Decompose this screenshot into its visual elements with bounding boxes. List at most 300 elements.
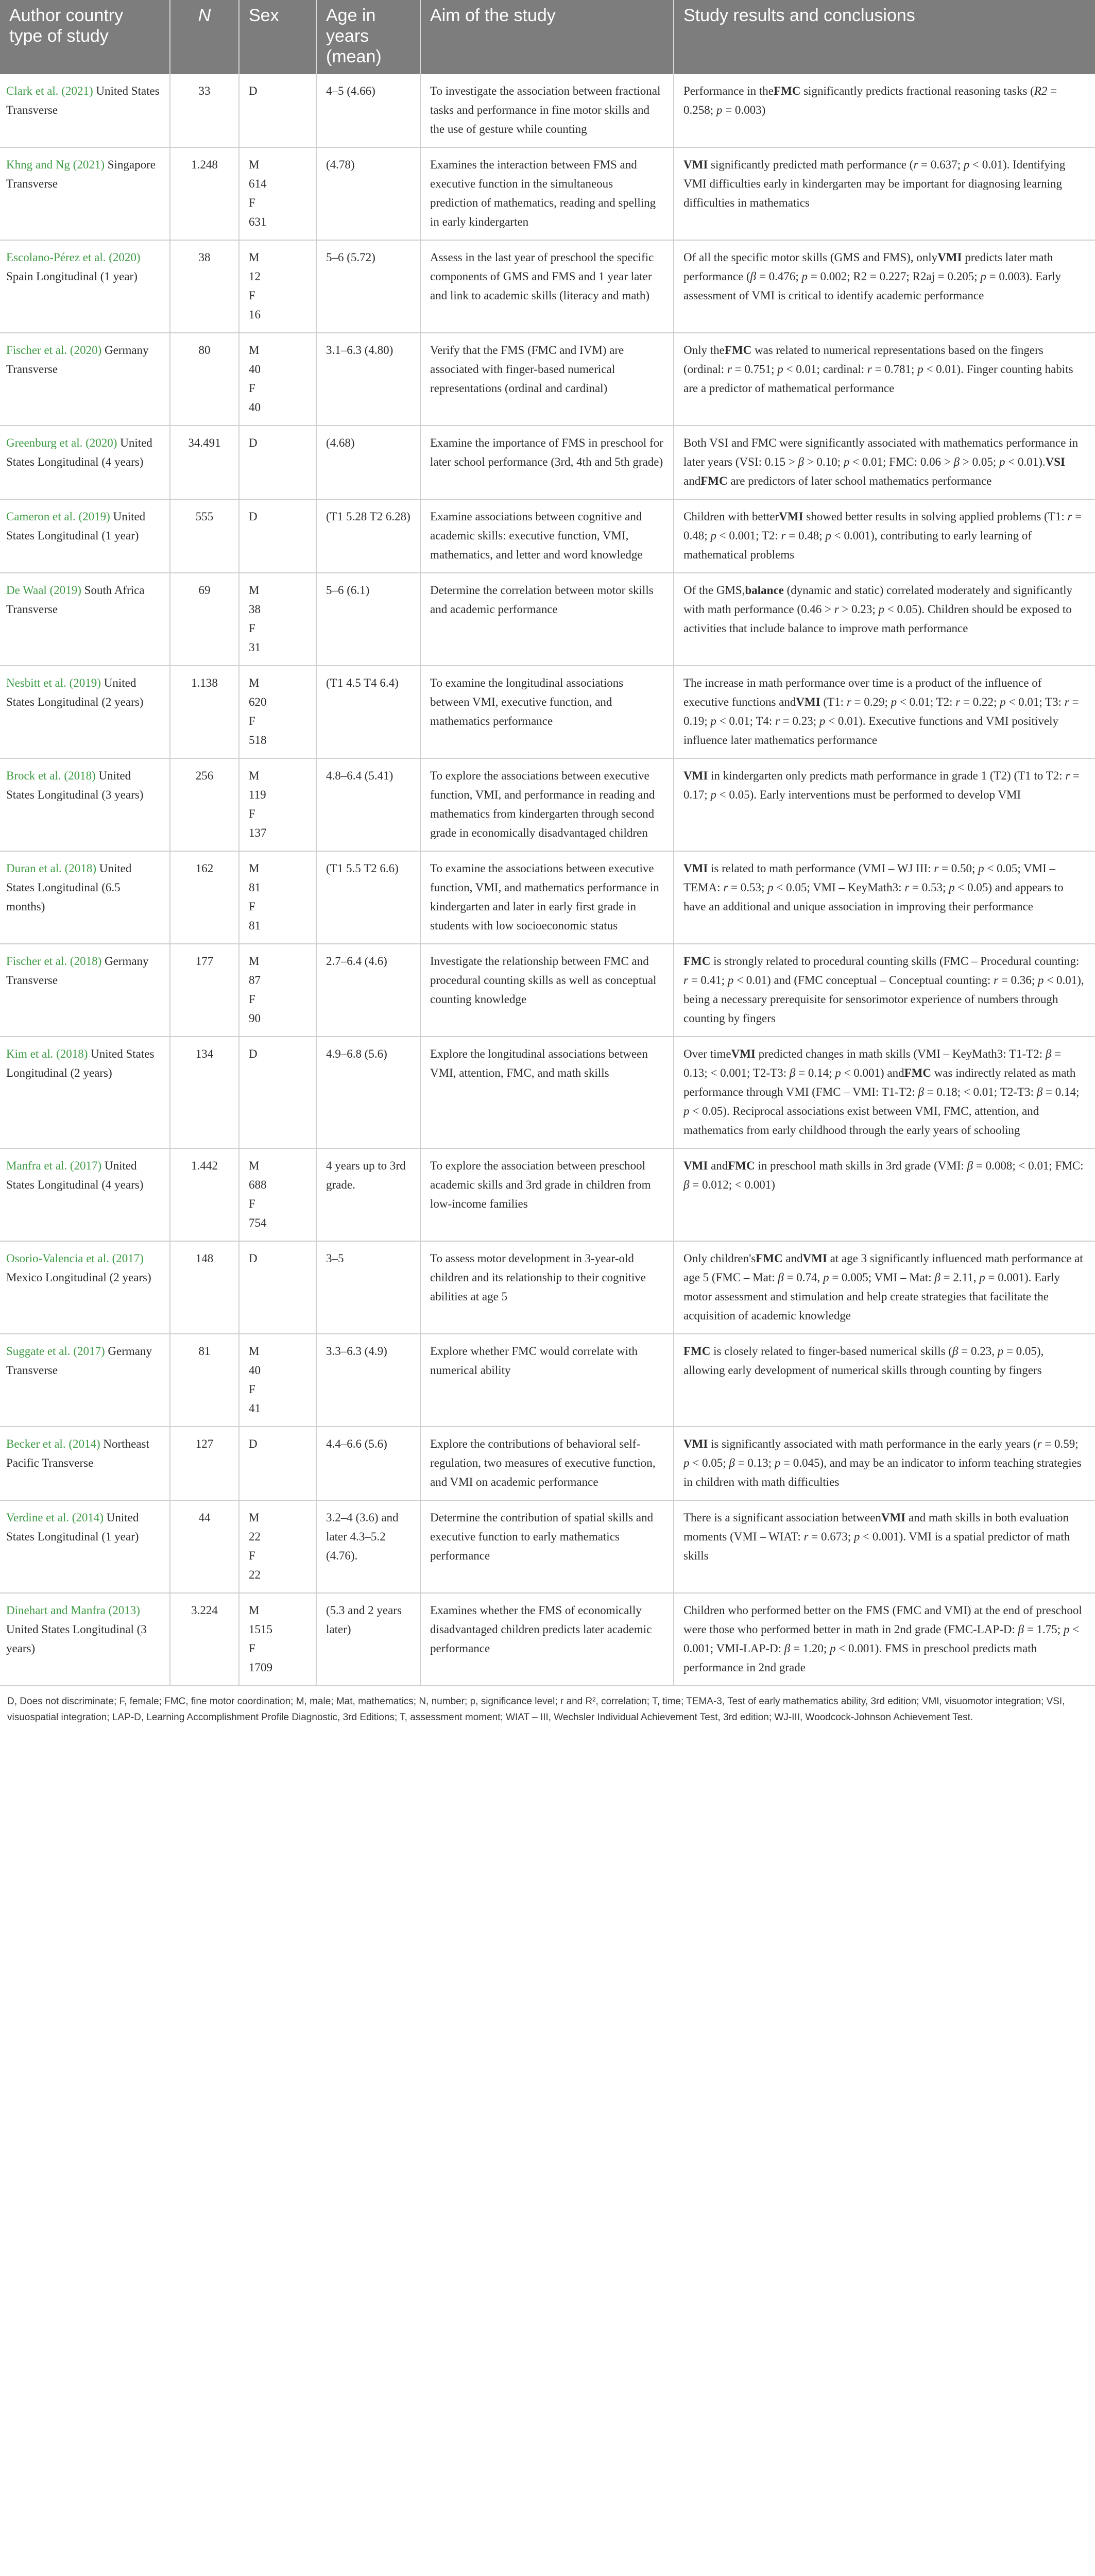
aim-cell: Examines the interaction between FMS and executive function in the simultaneous prediction of mathematics, reading and spelling in early kindergarten (420, 147, 674, 240)
n-cell: 44 (170, 1500, 239, 1593)
study-cell (0, 944, 170, 1037)
n-cell: 3.224 (170, 1593, 239, 1686)
sex-value: 620 (249, 696, 267, 708)
age-cell: (T1 5.28 T2 6.28) (316, 499, 420, 573)
result-text: is strongly related to procedural counting skills (FMC – Procedural counting: (710, 955, 1080, 968)
results-cell (674, 1500, 1095, 1593)
result-text: = 0.53; (728, 881, 768, 894)
result-text: at age 3 significantly influenced math performance at age 5 (FMC – Mat: (683, 1252, 1083, 1284)
sex-value: D (249, 1252, 258, 1265)
study-detail: Singapore Transverse (6, 158, 156, 190)
n-cell: 127 (170, 1427, 239, 1500)
result-emphasis: balance (745, 584, 784, 597)
study-cell (0, 426, 170, 499)
result-text: < 0.001) and (841, 1066, 904, 1079)
sex-cell (239, 573, 316, 666)
study-detail: United States Longitudinal (4 years) (6, 1159, 144, 1191)
table-row (0, 1427, 1095, 1500)
age-cell: (T1 5.5 T2 6.6) (316, 851, 420, 944)
result-emphasis: VMI (881, 1511, 906, 1524)
aim-cell: Explore the longitudinal associations between VMI, attention, FMC, and math skills (420, 1037, 674, 1148)
result-symbol: β (1045, 1047, 1052, 1060)
result-text: < 0.05; (689, 1456, 729, 1469)
table-row (0, 666, 1095, 758)
result-symbol: p (830, 1642, 836, 1655)
result-text: is closely related to finger-based numerical skills ( (710, 1345, 952, 1358)
result-text: = 0.003). Early assessment of VMI is critical to identify academic performance (683, 270, 1062, 302)
aim-cell: To examine the associations between executive function, VMI, and mathematics performance in kindergarten and later in early first grade in students with low socioeconomic status (420, 851, 674, 944)
author-link[interactable]: Fischer et al. (2018) (6, 955, 102, 968)
study-detail: United States Longitudinal (3 years) (6, 1623, 147, 1655)
age-cell: (4.78) (316, 147, 420, 240)
study-detail: South Africa Transverse (6, 584, 145, 616)
table-row (0, 1241, 1095, 1334)
results-cell (674, 666, 1095, 758)
study-detail: United States Longitudinal (1 year) (6, 510, 146, 542)
result-text: > 0.10; (803, 455, 844, 468)
study-detail: United States Transverse (6, 84, 160, 116)
aim-cell: Determine the contribution of spatial skills and executive function to early mathematics performance (420, 1500, 674, 1593)
result-text: was indirectly related as math performance through VMI (FMC – VMI: T1-T2: (683, 1066, 1076, 1098)
table-row (0, 147, 1095, 240)
n-cell: 1.138 (170, 666, 239, 758)
result-text: = 0.48; (785, 529, 826, 542)
age-cell: 4.9–6.8 (5.6) (316, 1037, 420, 1148)
result-symbol: R2 (1034, 84, 1048, 97)
study-detail: United States Longitudinal (2 years) (6, 676, 144, 708)
header-study: Author country type of study (0, 0, 170, 74)
table-row (0, 1593, 1095, 1686)
result-text: = 0.005; VMI – Mat: (829, 1271, 935, 1284)
result-symbol: p (917, 363, 923, 376)
table-row (0, 1037, 1095, 1148)
result-text: < 0.001; VMI-LAP-D: (683, 1623, 1080, 1655)
result-text: = 0.045), and may be an indicator to inform teaching strategies in children with math difficulties (683, 1456, 1082, 1488)
sex-value: 16 (249, 308, 261, 321)
results-cell (674, 851, 1095, 944)
sex-value: 754 (249, 1216, 267, 1229)
age-cell: 4.4–6.6 (5.6) (316, 1427, 420, 1500)
result-emphasis: FMC (724, 344, 752, 357)
aim-cell: Explore whether FMC would correlate with numerical ability (420, 1334, 674, 1427)
result-text: = 0.751; (731, 363, 778, 376)
result-text: = 0.008; < 0.01; FMC: (973, 1159, 1084, 1172)
author-link[interactable]: Clark et al. (2021) (6, 84, 93, 97)
results-cell (674, 944, 1095, 1037)
n-cell: 69 (170, 573, 239, 666)
result-text: = 0.48; (683, 510, 1082, 542)
header-sex: Sex (239, 0, 316, 74)
study-cell (0, 1427, 170, 1500)
header-aim: Aim of the study (420, 0, 674, 74)
sex-value: F (249, 715, 255, 727)
sex-value: 22 (249, 1568, 261, 1581)
result-text: = 0.14; (795, 1066, 835, 1079)
result-text: < 0.01; cardinal: (783, 363, 867, 376)
header-n: N (170, 0, 239, 74)
result-text: and (708, 1159, 728, 1172)
result-symbol: p (999, 455, 1005, 468)
sex-value: M (249, 158, 260, 171)
result-text: < 0.05) and appears to have an additional and unique association in improving their performance (683, 881, 1064, 913)
age-cell: 2.7–6.4 (4.6) (316, 944, 420, 1037)
table-body (0, 74, 1095, 1686)
result-text: Children who performed better on the FMS (FMC and VMI) at the end of preschool were those who performed better in math in 2nd grade (FMC-LAP-D: (683, 1604, 1082, 1636)
aim-cell: To examine the longitudinal associations between VMI, executive function, and mathematics performance (420, 666, 674, 758)
result-text: < 0.05). Reciprocal associations exist between VMI, FMC, attention, and mathematics from early childhood through the early years of schooling (683, 1105, 1039, 1137)
result-text: = 0.36; (998, 974, 1038, 987)
result-symbol: p (835, 1066, 841, 1079)
sex-value: 40 (249, 363, 261, 376)
author-link[interactable]: Cameron et al. (2019) (6, 510, 110, 523)
result-symbol: p (710, 529, 716, 542)
result-text: The increase in math performance over time is a product of the influence of executive functions and (683, 676, 1042, 708)
result-text: = 0.13; (734, 1456, 775, 1469)
result-text: Of all the specific motor skills (GMS and FMS), only (683, 251, 938, 264)
result-text: < 0.01). Executive functions and VMI positively influence later mathematics performance (683, 715, 1059, 747)
sex-value: F (249, 807, 255, 820)
study-cell (0, 499, 170, 573)
sex-cell (239, 1500, 316, 1593)
result-text: = 0.18; < 0.01; T2-T3: (923, 1086, 1037, 1098)
result-symbol: r (1064, 696, 1069, 708)
n-cell: 177 (170, 944, 239, 1037)
sex-value: 40 (249, 1364, 261, 1377)
sex-value: 631 (249, 215, 267, 228)
results-cell (674, 499, 1095, 573)
sex-cell (239, 1427, 316, 1500)
author-link[interactable]: Osorio-Valencia et al. (2017) (6, 1252, 144, 1265)
sex-value: M (249, 769, 260, 782)
aim-cell: To explore the associations between executive function, VMI, and performance in reading and mathematics from kindergarten through second grade in economically disadvantaged children (420, 758, 674, 851)
study-cell (0, 1241, 170, 1334)
result-symbol: p (710, 788, 716, 801)
result-text: and (782, 1252, 803, 1265)
study-detail: United States Longitudinal (6.5 months) (6, 862, 132, 913)
result-text: significantly predicts fractional reasoning tasks ( (800, 84, 1034, 97)
results-cell (674, 74, 1095, 147)
result-symbol: p (853, 1530, 860, 1543)
result-text: was related to numerical representations based on the fingers (ordinal: (683, 344, 1043, 376)
sex-value: 614 (249, 177, 267, 190)
sex-value: 90 (249, 1012, 261, 1025)
sex-value: 31 (249, 641, 261, 654)
author-link[interactable]: Suggate et al. (2017) (6, 1345, 105, 1358)
result-symbol: r (904, 881, 910, 894)
result-symbol: β (798, 455, 804, 468)
result-emphasis: VMI (683, 862, 708, 875)
result-text: < 0.01). Finger counting habits are a predictor of mathematical performance (683, 363, 1073, 395)
result-symbol: β (784, 1642, 791, 1655)
study-cell (0, 74, 170, 147)
result-emphasis: VMI (731, 1047, 756, 1060)
sex-cell (239, 666, 316, 758)
author-link[interactable]: Nesbitt et al. (2019) (6, 676, 101, 689)
result-symbol: r (955, 696, 961, 708)
result-text: < 0.01), being a necessary prerequisite for sensorimotor experience of numbers through counting by fingers (683, 974, 1084, 1025)
sex-value: 12 (249, 270, 261, 283)
result-symbol: p (1000, 696, 1006, 708)
result-text: < 0.01; FMC: 0.06 > (849, 455, 954, 468)
study-cell (0, 573, 170, 666)
header-results: Study results and conclusions (674, 0, 1095, 74)
result-text: < 0.001). VMI is a spatial predictor of math skills (683, 1530, 1070, 1562)
result-emphasis: FMC (700, 474, 728, 487)
results-cell (674, 1427, 1095, 1500)
study-cell (0, 758, 170, 851)
study-detail: United States Longitudinal (2 years) (6, 1047, 155, 1079)
aim-cell: Examine associations between cognitive and academic skills: executive function, VMI, mathematics, and letter and word knowledge (420, 499, 674, 573)
result-symbol: p (710, 715, 716, 727)
result-text: = 0.781; (871, 363, 918, 376)
table-row (0, 1148, 1095, 1241)
result-text: = 0.673; (808, 1530, 854, 1543)
result-symbol: p (997, 1345, 1004, 1358)
result-symbol: r (867, 363, 872, 376)
author-link[interactable]: Duran et al. (2018) (6, 862, 96, 875)
result-symbol: β (729, 1456, 735, 1469)
table-row (0, 426, 1095, 499)
result-text: < 0.01). Identifying VMI difficulties early in kindergarten may be important for diagnosing learning difficulties in mathematics (683, 158, 1066, 209)
sex-value: M (249, 955, 260, 968)
result-emphasis: FMC (904, 1066, 931, 1079)
sex-value: 1515 (249, 1623, 272, 1636)
result-emphasis: VMI (683, 1437, 708, 1450)
result-symbol: β (1036, 1086, 1043, 1098)
results-cell (674, 1334, 1095, 1427)
table-row (0, 851, 1095, 944)
result-text: = 0.258; (683, 84, 1057, 116)
result-text: = 0.012; < 0.001) (689, 1178, 775, 1191)
table-header (0, 0, 1095, 74)
n-cell: 256 (170, 758, 239, 851)
result-symbol: β (750, 270, 757, 283)
result-emphasis: VMI (796, 696, 820, 708)
result-symbol: p (1063, 1623, 1070, 1636)
age-cell: 5–6 (5.72) (316, 240, 420, 333)
sex-value: F (249, 622, 255, 635)
author-link[interactable]: Kim et al. (2018) (6, 1047, 88, 1060)
author-link[interactable]: Khng and Ng (2021) (6, 158, 105, 171)
result-text: is related to math performance (VMI – WJ III: (708, 862, 934, 875)
sex-value: D (249, 510, 258, 523)
author-link[interactable]: Brock et al. (2018) (6, 769, 96, 782)
n-cell: 1.248 (170, 147, 239, 240)
result-symbol: β (683, 1178, 690, 1191)
sex-value: 119 (249, 788, 266, 801)
sex-value: 81 (249, 919, 261, 932)
result-text: predicted changes in math skills (VMI – KeyMath3: T1-T2: (755, 1047, 1046, 1060)
n-cell: 34.491 (170, 426, 239, 499)
n-cell: 1.442 (170, 1148, 239, 1241)
result-text: There is a significant association between (683, 1511, 881, 1524)
aim-cell: To explore the association between preschool academic skills and 3rd grade in children from low-income families (420, 1148, 674, 1241)
n-cell: 38 (170, 240, 239, 333)
results-cell (674, 147, 1095, 240)
result-symbol: r (723, 881, 728, 894)
author-link[interactable]: Verdine et al. (2014) (6, 1511, 104, 1524)
result-text: Performance in the (683, 84, 774, 97)
result-symbol: p (819, 715, 826, 727)
author-link[interactable]: Fischer et al. (2020) (6, 344, 102, 357)
sex-value: 137 (249, 826, 267, 839)
sex-value: M (249, 1604, 260, 1617)
study-cell (0, 333, 170, 426)
sex-value: M (249, 1511, 260, 1524)
result-emphasis: FMC (683, 1345, 711, 1358)
result-text: = 0.19; (683, 696, 1079, 727)
result-text: = 0.23; (779, 715, 819, 727)
result-symbol: p (878, 603, 885, 616)
result-text: and (683, 474, 701, 487)
header-age: Age in years (mean) (316, 0, 420, 74)
sex-value: D (249, 84, 258, 97)
study-cell (0, 147, 170, 240)
result-symbol: β (778, 1271, 784, 1284)
result-symbol: β (967, 1159, 973, 1172)
result-text: = 0.50; (938, 862, 979, 875)
n-cell: 148 (170, 1241, 239, 1334)
result-symbol: β (918, 1086, 924, 1098)
table-row (0, 758, 1095, 851)
sex-value: D (249, 1047, 258, 1060)
result-symbol: p (979, 1271, 985, 1284)
result-symbol: r (834, 603, 839, 616)
author-link[interactable]: Greenburg et al. (2020) (6, 436, 117, 449)
study-cell (0, 240, 170, 333)
age-cell: (4.68) (316, 426, 420, 499)
sex-cell (239, 851, 316, 944)
sex-value: M (249, 1159, 260, 1172)
result-emphasis: FMC (773, 84, 801, 97)
result-text: = 0.22; (960, 696, 1000, 708)
result-symbol: p (823, 1271, 829, 1284)
author-link[interactable]: Escolano-Pérez et al. (2020) (6, 251, 141, 264)
n-cell: 134 (170, 1037, 239, 1148)
aim-cell: To investigate the association between fractional tasks and performance in fine motor skills and the use of gesture while counting (420, 74, 674, 147)
table-row (0, 1334, 1095, 1427)
result-symbol: p (891, 696, 897, 708)
result-text: < 0.01) and (FMC conceptual – Conceptual counting: (733, 974, 994, 987)
study-detail: United States Longitudinal (3 years) (6, 769, 144, 801)
age-cell: 3.1–6.3 (4.80) (316, 333, 420, 426)
sex-cell (239, 1148, 316, 1241)
result-text: < 0.05). Early interventions must be performed to develop VMI (716, 788, 1021, 801)
result-text: < 0.001), contributing to early learning of mathematical problems (683, 529, 1032, 561)
result-symbol: p (777, 363, 783, 376)
result-text: < 0.01; T3: (1005, 696, 1065, 708)
sex-value: F (249, 382, 255, 395)
sex-value: F (249, 196, 255, 209)
author-link[interactable]: Manfra et al. (2017) (6, 1159, 102, 1172)
results-cell (674, 1241, 1095, 1334)
result-text: = 0.53; (909, 881, 949, 894)
age-cell: 3.3–6.3 (4.9) (316, 1334, 420, 1427)
sex-value: 41 (249, 1402, 261, 1415)
sex-value: M (249, 1345, 260, 1358)
result-symbol: r (683, 974, 688, 987)
result-text: predicts later math performance ( (683, 251, 1053, 283)
study-detail: Germany Transverse (6, 955, 149, 987)
result-emphasis: VMI (683, 1159, 708, 1172)
sex-value: 22 (249, 1530, 261, 1543)
result-text: Over time (683, 1047, 731, 1060)
result-text: < 0.05; VMI – KeyMath3: (773, 881, 905, 894)
result-symbol: r (775, 715, 780, 727)
result-symbol: p (825, 529, 831, 542)
results-cell (674, 333, 1095, 426)
result-symbol: r (781, 529, 786, 542)
sex-value: F (249, 1549, 255, 1562)
sex-value: F (249, 1383, 255, 1396)
table-footnote: D, Does not discriminate; F, female; FMC, fine motor coordination; M, male; Mat, mathematics; N, number; p, significance level; r and R², correlation; T, time; TEMA-3, Test of early mathematics ability, 3rd edition; VMI, visuomotor integration; VSI, visuospatial integration; LAP-D, Learning Accomplishment Profile Diagnostic, 3rd Editions; T, assessment moment; WIAT – III, Wechsler Individual Achievement Test, 3rd edition; WJ-III, Woodcock-Johnson Achievement Test. (7, 1696, 1065, 1723)
results-cell (674, 1593, 1095, 1686)
result-text: > 0.05; (960, 455, 999, 468)
table-row (0, 333, 1095, 426)
result-text: < 0.01). (1005, 455, 1046, 468)
study-cell (0, 1037, 170, 1148)
sex-cell (239, 147, 316, 240)
result-symbol: β (1018, 1623, 1024, 1636)
result-symbol: p (1037, 974, 1044, 987)
n-cell: 80 (170, 333, 239, 426)
result-text: = 0.29; (851, 696, 891, 708)
result-symbol: p (978, 862, 984, 875)
author-link[interactable]: Dinehart and Manfra (2013) (6, 1604, 140, 1617)
aim-cell: Examine the importance of FMS in preschool for later school performance (3rd, 4th and 5th grade) (420, 426, 674, 499)
result-symbol: r (803, 1530, 809, 1543)
results-cell (674, 573, 1095, 666)
study-detail: Spain Longitudinal (1 year) (6, 270, 138, 283)
sex-cell (239, 333, 316, 426)
result-text: > 0.23; (839, 603, 879, 616)
study-detail: Germany Transverse (6, 1345, 152, 1377)
age-cell: (5.3 and 2 years later) (316, 1593, 420, 1686)
sex-value: M (249, 676, 260, 689)
result-symbol: p (683, 1456, 690, 1469)
study-detail: Mexico Longitudinal (2 years) (6, 1271, 151, 1284)
sex-value: F (249, 1197, 255, 1210)
result-text: in kindergarten only predicts math performance in grade 1 (T2) (T1 to T2: (708, 769, 1066, 782)
result-symbol: p (963, 158, 970, 171)
sex-value: 518 (249, 734, 267, 747)
header-row (0, 0, 1095, 74)
sex-cell (239, 944, 316, 1037)
result-text: = 0.002; R2 = 0.227; R2aj = 0.205; (807, 270, 981, 283)
author-link[interactable]: Becker et al. (2014) (6, 1437, 100, 1450)
result-text: = 0.476; (756, 270, 802, 283)
result-emphasis: FMC (728, 1159, 755, 1172)
result-symbol: r (934, 862, 939, 875)
result-emphasis: VMI (683, 158, 708, 171)
result-text: = 0.001). Early motor assessment and stimulation and help create strategies that facilitate the acquisition of academic knowledge (683, 1271, 1060, 1322)
result-text: = 0.59; (1041, 1437, 1079, 1450)
table-row (0, 240, 1095, 333)
result-emphasis: FMC (756, 1252, 783, 1265)
result-symbol: r (994, 974, 999, 987)
author-link[interactable]: De Waal (2019) (6, 584, 81, 597)
result-text: = 0.41; (688, 974, 728, 987)
result-text: = 1.75; (1024, 1623, 1064, 1636)
age-cell: 3–5 (316, 1241, 420, 1334)
study-cell (0, 1334, 170, 1427)
result-text: = 0.637; (918, 158, 964, 171)
study-cell (0, 1500, 170, 1593)
study-detail: Germany Transverse (6, 344, 149, 376)
aim-cell: Explore the contributions of behavioral self-regulation, two measures of executive function, and VMI on academic performance (420, 1427, 674, 1500)
sex-cell (239, 1037, 316, 1148)
result-text: (T1: (820, 696, 847, 708)
